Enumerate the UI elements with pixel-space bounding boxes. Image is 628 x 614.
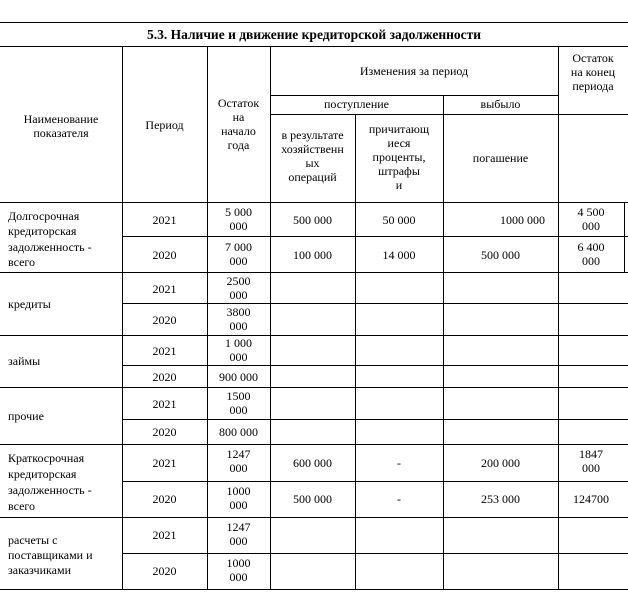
header-interest: причитающ	[368, 122, 430, 136]
cell-period: 2021	[152, 528, 177, 542]
rule	[0, 22, 628, 23]
rule	[624, 202, 625, 272]
header-start: Остаток	[217, 96, 260, 110]
cell-start: 1500	[226, 389, 251, 403]
cell-operations: 500 000	[293, 492, 332, 506]
header-outflow: выбыло	[480, 97, 521, 111]
cell-end: 000	[582, 461, 600, 475]
row-name: всего	[8, 255, 36, 269]
header-operations: операций	[288, 170, 337, 184]
table-title: 5.3. Наличие и движение кредиторской задолженности	[146, 27, 482, 42]
rule	[122, 303, 628, 304]
header-interest: штрафы	[378, 164, 420, 178]
header-name: показателя	[33, 126, 89, 140]
cell-start: 1000	[226, 484, 251, 498]
header-end: периода	[572, 79, 614, 93]
cell-operations: 500 000	[293, 213, 332, 227]
header-start: на	[232, 110, 245, 124]
rule	[0, 272, 628, 273]
cell-repayment: 500 000	[481, 248, 520, 262]
rule	[0, 444, 628, 445]
rule	[122, 553, 628, 554]
cell-start: 1000	[226, 556, 251, 570]
cell-period: 2020	[152, 425, 177, 439]
cell-period: 2020	[152, 248, 177, 262]
header-changes: Изменения за период	[359, 64, 469, 78]
row-name: расчеты с	[8, 533, 58, 547]
cell-start: 000	[229, 254, 248, 268]
cell-period: 2020	[152, 313, 177, 327]
rule	[558, 46, 559, 589]
cell-period: 2020	[152, 370, 177, 384]
cell-start: 3800	[226, 305, 251, 319]
rule	[122, 365, 628, 366]
rule	[270, 95, 558, 96]
cell-start: 000	[229, 461, 248, 475]
header-name: Наименование	[23, 112, 99, 126]
header-operations: в результате	[281, 128, 344, 142]
cell-end: 1847	[579, 447, 603, 461]
header-repayment: погашение	[472, 151, 529, 165]
header-interest: проценты,	[372, 150, 426, 164]
cell-repayment: 1000 000	[500, 213, 545, 227]
cell-start: 800 000	[219, 425, 258, 439]
rule	[0, 589, 628, 590]
rule	[0, 517, 628, 518]
header-interest: и	[395, 178, 403, 192]
cell-start: 000	[229, 350, 248, 364]
rule	[122, 236, 628, 237]
row-name: кредиты	[8, 297, 51, 311]
cell-period: 2021	[152, 344, 177, 358]
cell-operations: 600 000	[293, 456, 332, 470]
header-start: года	[227, 138, 250, 152]
cell-start: 1247	[226, 520, 251, 534]
cell-start: 000	[229, 219, 248, 233]
cell-interest: -	[397, 492, 401, 506]
header-end: на конец	[570, 65, 616, 79]
rule	[0, 46, 628, 47]
row-name: задолженность -	[8, 240, 92, 254]
cell-repayment: 253 000	[481, 492, 520, 506]
cell-start: 000	[229, 498, 248, 512]
row-name: поставщиками и	[8, 548, 93, 562]
cell-start: 5 000	[225, 205, 252, 219]
cell-operations: 100 000	[293, 248, 332, 262]
rule	[443, 95, 444, 589]
row-name: кредиторская	[8, 224, 77, 238]
rule	[122, 481, 628, 482]
rule	[0, 202, 628, 203]
rule	[0, 387, 628, 388]
header-end: Остаток	[572, 51, 614, 65]
header-income: поступление	[323, 97, 390, 111]
cell-start: 7 000	[225, 240, 252, 254]
row-name: займы	[8, 354, 41, 368]
cell-interest: 50 000	[382, 213, 416, 227]
row-name: задолженность -	[8, 483, 92, 497]
cell-start: 1247	[226, 447, 251, 461]
cell-period: 2020	[152, 492, 177, 506]
cell-start: 900 000	[219, 370, 258, 384]
row-name: Долгосрочная	[8, 209, 80, 223]
row-name: заказчиками	[8, 563, 71, 577]
cell-end: 6 400	[577, 240, 605, 254]
cell-repayment: 200 000	[481, 456, 520, 470]
cell-end: 000	[582, 219, 600, 233]
cell-interest: 14 000	[382, 248, 416, 262]
cell-period: 2021	[152, 213, 177, 227]
row-name: прочие	[8, 409, 44, 423]
cell-period: 2021	[152, 397, 177, 411]
header-interest: иеся	[387, 136, 411, 150]
cell-end: 4 500	[577, 205, 605, 219]
cell-interest: -	[397, 456, 401, 470]
cell-start: 000	[229, 534, 248, 548]
header-operations: ых	[305, 156, 320, 170]
header-period: Период	[145, 118, 184, 132]
rule	[270, 114, 628, 115]
cell-start: 000	[229, 319, 248, 333]
rule	[122, 419, 628, 420]
cell-period: 2020	[152, 564, 177, 578]
cell-end: 000	[582, 254, 600, 268]
cell-start: 2500	[226, 274, 251, 288]
row-name: Краткосрочная	[8, 451, 85, 465]
row-name: кредиторская	[8, 467, 77, 481]
cell-start: 1 000	[225, 336, 252, 350]
rule	[0, 335, 628, 336]
cell-start: 000	[229, 570, 248, 584]
row-name: всего	[8, 499, 36, 513]
cell-period: 2021	[152, 282, 177, 296]
cell-end: 124700	[573, 492, 609, 506]
cell-start: 000	[229, 288, 248, 302]
cell-period: 2021	[152, 456, 177, 470]
cell-start: 000	[229, 403, 248, 417]
header-operations: хозяйственн	[281, 142, 344, 156]
header-start: начало	[221, 124, 256, 138]
